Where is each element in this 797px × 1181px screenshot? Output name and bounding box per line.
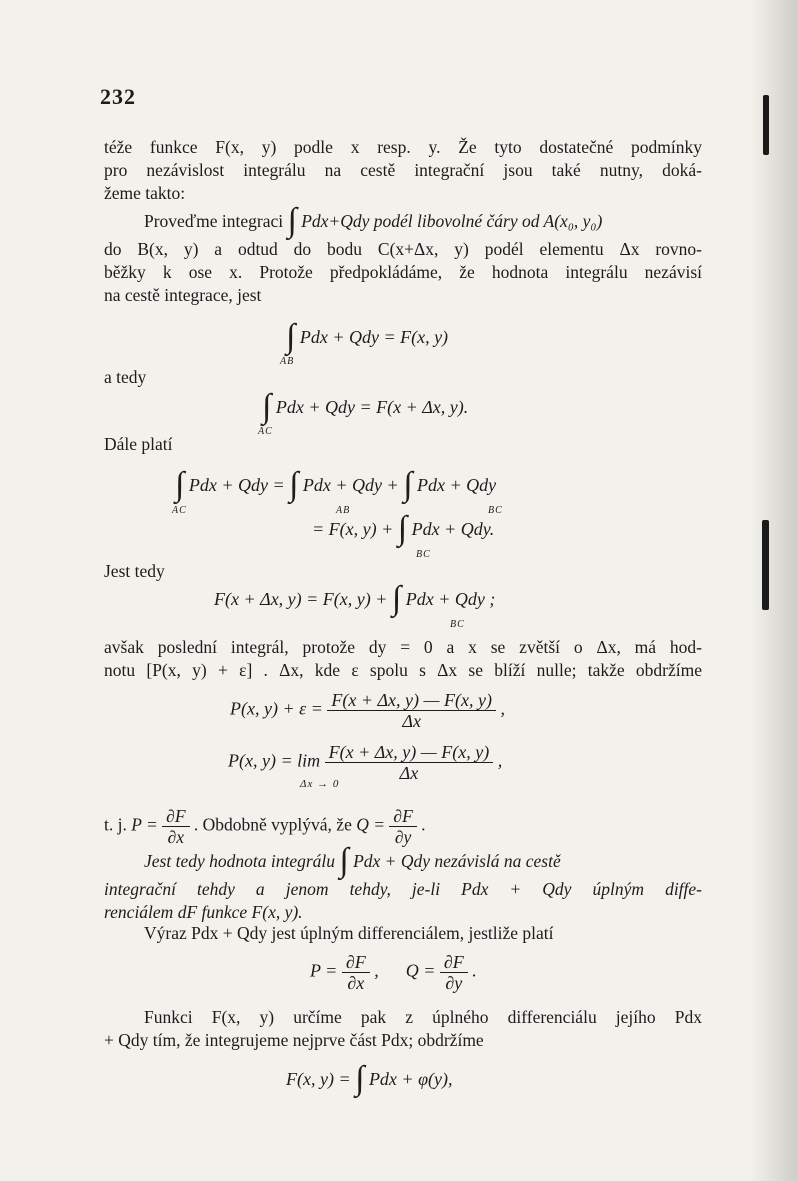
equation-body: F(x, y) = bbox=[286, 1069, 351, 1089]
integral-subscript: BC bbox=[416, 549, 431, 560]
fraction bbox=[325, 742, 494, 783]
integral-subscript: AC bbox=[258, 426, 273, 437]
integral-sign: ∫ bbox=[403, 466, 413, 503]
text-line: na cestě integrace, jest bbox=[104, 285, 262, 305]
math-fragment: Q = bbox=[356, 814, 386, 835]
text-line: Jest tedy bbox=[104, 561, 165, 581]
denominator: ∂y bbox=[445, 973, 463, 993]
numerator: ∂F bbox=[162, 806, 189, 827]
denominator: ∂x bbox=[167, 827, 185, 847]
text-line: běžky k ose x. Protože předpokládáme, že hodnota integrálu nezávisí bbox=[104, 262, 702, 282]
integral-sign: ∫ bbox=[175, 466, 185, 503]
text-line: téže funkce F(x, y) podle x resp. y. Že tyto dostatečné podmínky bbox=[104, 137, 702, 157]
binding-mark bbox=[762, 520, 769, 610]
equation-5 bbox=[230, 690, 505, 731]
page-number: 232 bbox=[100, 84, 136, 109]
text-line bbox=[104, 806, 702, 847]
integral-sign: ∫ bbox=[287, 202, 297, 239]
text-fragment: Proveďme integraci bbox=[144, 211, 284, 231]
text-line: Výraz Pdx + Qdy jest úplným differenciálem, jestliže platí bbox=[144, 923, 554, 943]
text-line: pro nezávislost integrálu na cestě integrační jsou také nutny, doká- bbox=[104, 160, 702, 180]
punctuation: . bbox=[472, 960, 477, 981]
math-fragment: Q = bbox=[405, 960, 436, 981]
fraction bbox=[389, 806, 416, 847]
equation-6 bbox=[228, 742, 502, 783]
integral-sign: ∫ bbox=[391, 580, 402, 617]
equation-body: Pdx + Qdy. bbox=[411, 519, 495, 539]
fraction bbox=[342, 952, 370, 993]
equation-body: Pdx + Qdy = F(x, y) bbox=[299, 327, 449, 347]
numerator: ∂F bbox=[342, 952, 370, 973]
equation-body: Pdx + Qdy ; bbox=[405, 589, 496, 609]
math-fragment: P = bbox=[131, 814, 158, 835]
page-edge-shadow bbox=[753, 0, 797, 1181]
binding-mark bbox=[763, 95, 769, 155]
equation-8 bbox=[286, 1060, 453, 1097]
equation-3-line-1 bbox=[175, 466, 497, 503]
text-line: Funkci F(x, y) určíme pak z úplného differenciálu jejího Pdx bbox=[144, 1007, 702, 1027]
punctuation: , bbox=[497, 750, 503, 771]
fraction bbox=[440, 952, 468, 993]
equation-body: Pdx + Qdy bbox=[417, 475, 497, 495]
text-line: avšak poslední integrál, protože dy = 0 a x se zvětší o Δx, má hod- bbox=[104, 637, 702, 657]
denominator: ∂x bbox=[347, 973, 365, 993]
integral-sign: ∫ bbox=[355, 1060, 365, 1097]
numerator: F(x + Δx, y) — F(x, y) bbox=[325, 742, 494, 763]
fraction bbox=[327, 690, 496, 731]
equation-body: Pdx + φ(y), bbox=[368, 1069, 453, 1089]
text-line: do B(x, y) a odtud do bodu C(x+Δx, y) podél elementu Δx rovno- bbox=[104, 239, 702, 259]
punctuation: , bbox=[374, 960, 379, 981]
punctuation: . bbox=[421, 814, 426, 835]
integral-subscript: AC bbox=[172, 505, 187, 516]
text-line: Dále platí bbox=[104, 434, 173, 454]
text-line: notu [P(x, y) + ε] . Δx, kde ε spolu s Δx se blíží nulle; takže obdržíme bbox=[104, 660, 702, 680]
denominator: ∂y bbox=[394, 827, 412, 847]
text-fragment: t. j. bbox=[104, 814, 127, 835]
integral-subscript: BC bbox=[450, 619, 465, 630]
text-line: žeme takto: bbox=[104, 183, 186, 203]
integral-subscript: AB bbox=[280, 356, 295, 367]
integral-subscript: BC bbox=[488, 505, 503, 516]
theorem-line: renciálem dF funkce F(x, y). bbox=[104, 902, 303, 922]
integral-sign: ∫ bbox=[397, 510, 408, 547]
text-line: + Qdy tím, že integrujeme nejprve část Pdx; obdržíme bbox=[104, 1030, 484, 1050]
fraction bbox=[162, 806, 189, 847]
text-line bbox=[144, 202, 702, 239]
equation-body: Pdx + Qdy + bbox=[302, 475, 399, 495]
integral-sign: ∫ bbox=[339, 842, 349, 879]
equation-body: P(x, y) + ε = bbox=[230, 698, 323, 719]
equation-body: P(x, y) = lim bbox=[228, 750, 321, 771]
equation-body: F(x + Δx, y) = F(x, y) + bbox=[214, 589, 388, 609]
denominator: Δx bbox=[399, 763, 419, 783]
integral-sign: ∫ bbox=[289, 466, 299, 503]
limit-subscript: Δx → 0 bbox=[300, 778, 340, 790]
math-fragment: P = bbox=[310, 960, 338, 981]
text-fragment: . Obdobně vyplývá, že bbox=[193, 814, 352, 835]
theorem-line: integrační tehdy a jenom tehdy, je-li Pdx + Qdy úplným diffe- bbox=[104, 879, 702, 899]
numerator: ∂F bbox=[440, 952, 468, 973]
integral-sign: ∫ bbox=[286, 318, 296, 355]
numerator: F(x + Δx, y) — F(x, y) bbox=[327, 690, 496, 711]
equation-7 bbox=[310, 952, 477, 993]
equation-1 bbox=[286, 318, 449, 355]
equation-body: = F(x, y) + bbox=[312, 519, 394, 539]
denominator: Δx bbox=[402, 711, 421, 731]
theorem-line bbox=[144, 842, 702, 879]
equation-body: Pdx + Qdy = bbox=[188, 475, 285, 495]
punctuation: , bbox=[500, 698, 505, 719]
integral-sign: ∫ bbox=[262, 388, 272, 425]
math-fragment: Pdx+Qdy podél libovolné čáry od A(x₀, y₀) bbox=[301, 211, 603, 231]
text-line: a tedy bbox=[104, 367, 147, 387]
equation-4 bbox=[214, 580, 496, 617]
equation-body: Pdx + Qdy = F(x + Δx, y). bbox=[275, 397, 469, 417]
text-fragment: Pdx + Qdy nezávislá na cestě bbox=[353, 851, 561, 871]
text-fragment: Jest tedy hodnota integrálu bbox=[144, 851, 336, 871]
equation-2 bbox=[262, 388, 469, 425]
numerator: ∂F bbox=[389, 806, 416, 827]
integral-subscript: AB bbox=[336, 505, 351, 516]
